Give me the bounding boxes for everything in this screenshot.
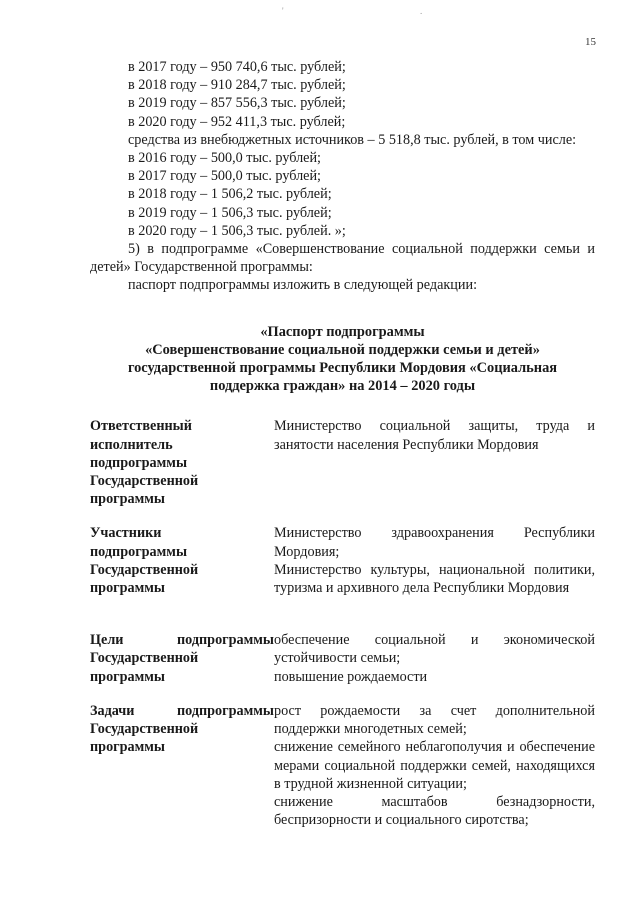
- row-label-goals: Цели подпрограммы Государственной программы: [90, 632, 274, 685]
- passport-intro: паспорт подпрограммы изложить в следующей редакции:: [128, 277, 478, 294]
- funding-line: в 2019 году – 857 556,3 тыс. рублей;: [128, 95, 346, 112]
- funding-lines-extra: [90, 149, 595, 240]
- funding-line: в 2018 году – 910 284,7 тыс. рублей;: [128, 77, 346, 94]
- table-row: [90, 524, 595, 597]
- passport-heading: [90, 323, 595, 396]
- table-row: [90, 702, 595, 829]
- funding-line: в 2017 году – 500,0 тыс. рублей;: [128, 168, 321, 185]
- heading-line: «Паспорт подпрограммы: [260, 323, 425, 340]
- row-value-line: обеспечение социальной и экономической устойчивости семьи;: [274, 632, 595, 667]
- funding-lines-top: [90, 58, 595, 131]
- row-value-line: Министерство здравоохранения Республики Мордовия;: [274, 525, 595, 560]
- document-body: [90, 58, 595, 829]
- subprogram-paragraph: 5) в подпрограмме «Совершенствование социальной поддержки семьи и детей» Государственной программы:: [90, 241, 595, 276]
- row-value-line: рост рождаемости за счет дополнительной поддержки многодетных семей;: [274, 702, 595, 738]
- table-row: [90, 417, 595, 508]
- row-value-line: повышение рождаемости: [274, 668, 428, 685]
- funding-line: в 2020 году – 1 506,3 тыс. рублей. »;: [128, 222, 346, 239]
- row-value-line: Министерство культуры, национальной политики, туризма и архивного дела Республики Мордовия: [274, 561, 595, 597]
- funding-line: в 2020 году – 952 411,3 тыс. рублей;: [128, 113, 346, 130]
- heading-line: поддержка граждан» на 2014 – 2020 годы: [209, 378, 476, 395]
- row-value-tasks: [274, 702, 595, 829]
- funding-line: в 2018 году – 1 506,2 тыс. рублей;: [128, 186, 332, 203]
- funding-line: в 2017 году – 950 740,6 тыс. рублей;: [128, 59, 346, 75]
- row-value-goals: [274, 631, 595, 686]
- funding-line: в 2019 году – 1 506,3 тыс. рублей;: [128, 204, 332, 221]
- heading-line: государственной программы Республики Мордовия «Социальная: [127, 360, 558, 377]
- scan-mark-left: ': [282, 6, 284, 16]
- page-number: 15: [585, 36, 596, 48]
- table-row: [90, 631, 595, 686]
- row-label-tasks: Задачи подпрограммы Государственной программы: [90, 702, 274, 756]
- scan-mark-right: .: [420, 6, 423, 16]
- row-value-participants: [274, 524, 595, 597]
- passport-table: [90, 417, 595, 829]
- row-value-line: снижение семейного неблагополучия и обеспечение мерами социальной поддержки семей, находящихся в трудной жизненной ситуации;: [274, 739, 595, 792]
- extrabudget-paragraph: средства из внебюджетных источников – 5 518,8 тыс. рублей, в том числе:: [128, 131, 577, 148]
- row-value-responsible: [274, 417, 595, 508]
- row-label-participants: Участники подпрограммы Государственной программы: [90, 525, 199, 597]
- heading-line: «Совершенствование социальной поддержки семьи и детей»: [145, 341, 540, 358]
- row-label-responsible: Ответственный исполнитель подпрограммы Государственной программы: [90, 418, 199, 508]
- row-value-line: Министерство социальной защиты, труда и занятости населения Республики Мордовия: [274, 418, 595, 453]
- row-value-line: снижение масштабов безнадзорности, беспризорности и социального сиротства;: [274, 793, 595, 829]
- funding-line: в 2016 году – 500,0 тыс. рублей;: [128, 150, 321, 167]
